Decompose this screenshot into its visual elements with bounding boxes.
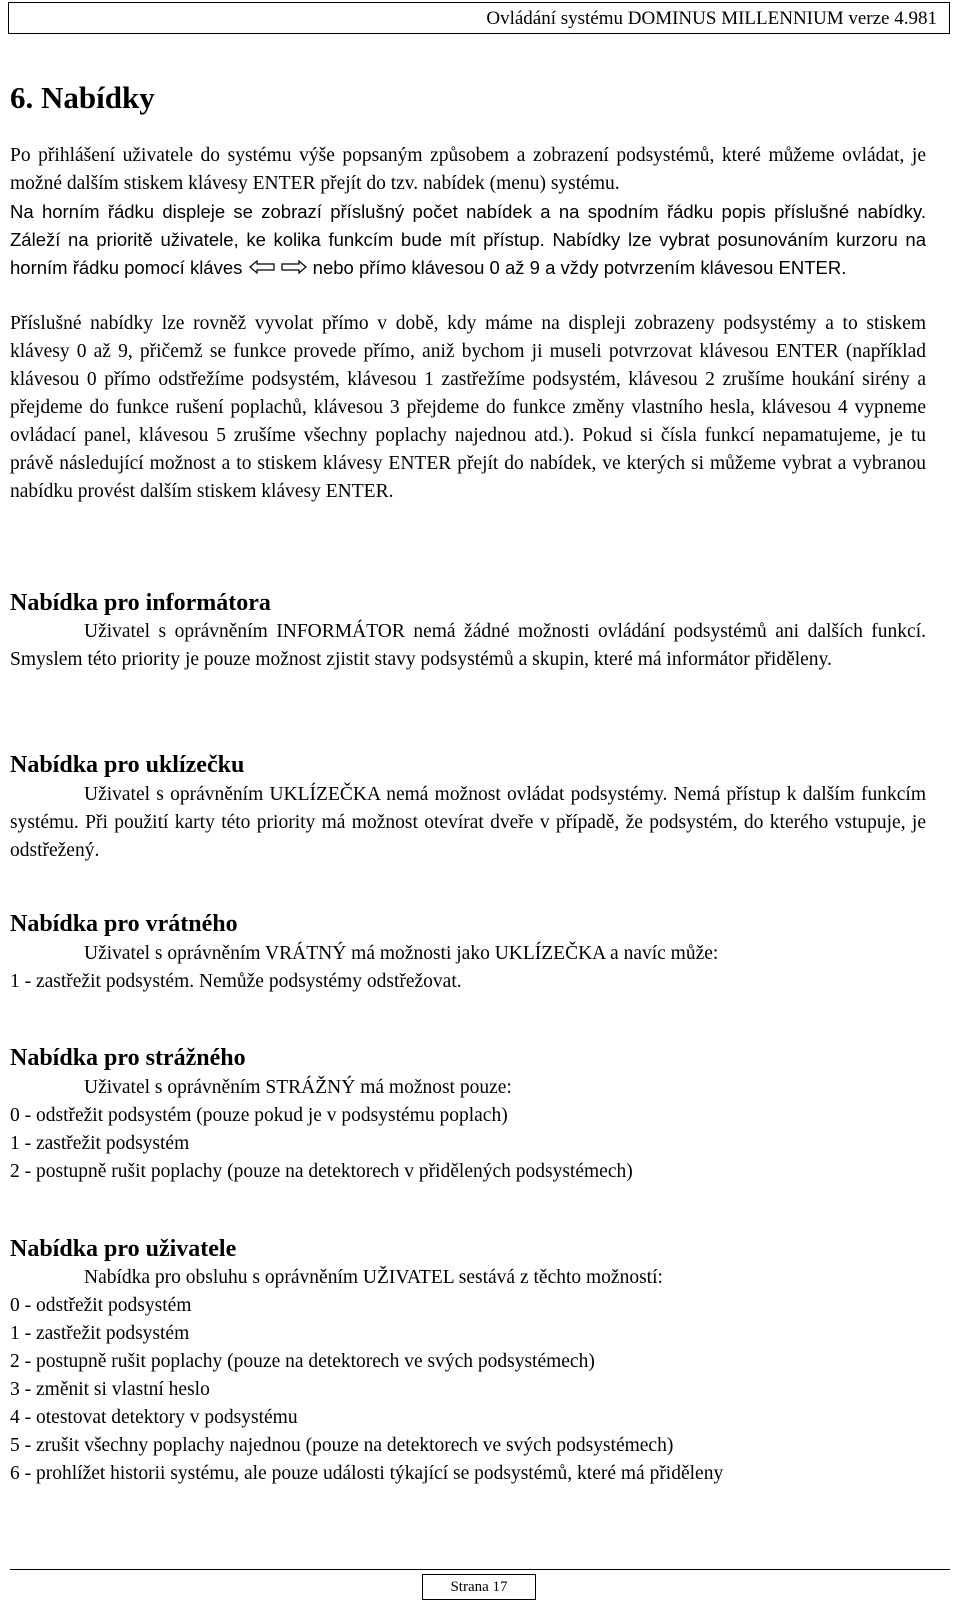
list-item: 6 - prohlížet historii systému, ale pouze události týkající se podsystémů, které má přiděleny: [10, 1463, 724, 1484]
list-item: 2 - postupně rušit poplachy (pouze na detektorech v přidělených podsystémech): [10, 1161, 633, 1182]
list-item: 1 - zastřežit podsystém: [10, 1323, 190, 1344]
page-number: Strana 17: [450, 1579, 508, 1595]
list-item: 3 - změnit si vlastní heslo: [10, 1379, 210, 1400]
intro-paragraph-2-tail: nebo přímo klávesou 0 až 9 a vždy potvrzením klávesou ENTER.: [312, 257, 847, 278]
page-header: [8, 2, 950, 34]
list-item: 1 - zastřežit podsystém: [10, 1133, 190, 1154]
intro-paragraph-1: Po přihlášení uživatele do systému výše popsaným způsobem a zobrazení podsystémů, které můžeme ovládat, je možné dalším stiskem klávesy ENTER přejít do tzv. nabídek (menu) systému.: [10, 145, 926, 194]
list-item: 0 - odstřežit podsystém (pouze pokud je v podsystému poplach): [10, 1105, 508, 1126]
chapter-heading: 6. Nabídky: [10, 80, 155, 115]
list-item: 4 - otestovat detektory v podsystému: [10, 1407, 298, 1428]
intro-paragraph-2-text: Na horním řádku displeje se zobrazí příslušný počet nabídek a na spodním řádku popis příslušné nabídky. Záleží na prioritě uživatele, ke kolika funkcím bude mít přístup. Nabídky lze vybrat posunováním kurzoru na horním řádku pomocí kláves: [10, 201, 926, 278]
left-right-arrow-keys-icon: [248, 259, 308, 275]
list-item: 2 - postupně rušit poplachy (pouze na detektorech ve svých podsystémech): [10, 1351, 595, 1372]
intro-paragraph-2: [10, 198, 926, 282]
document-title: Ovládání systému DOMINUS MILLENNIUM verze 4.981: [486, 8, 937, 29]
list-item: 1 - zastřežit podsystém. Nemůže podsystémy odstřežovat.: [10, 971, 462, 992]
section-uklizecka-title: Nabídka pro uklízečku: [10, 752, 245, 778]
section-uzivatel-title: Nabídka pro uživatele: [10, 1236, 237, 1262]
page-number-box: [422, 1574, 536, 1600]
section-strazny-body: [10, 1074, 926, 1186]
section-strazny-intro: Uživatel s oprávněním STRÁŽNÝ má možnost pouze:: [84, 1077, 512, 1098]
list-item: 5 - zrušit všechny poplachy najednou (pouze na detektorech ve svých podsystémech): [10, 1435, 674, 1456]
section-uzivatel-body: [10, 1264, 926, 1488]
section-strazny-title: Nabídka pro strážného: [10, 1045, 246, 1071]
section-vratny-title: Nabídka pro vrátného: [10, 911, 238, 937]
section-informator-text: Uživatel s oprávněním INFORMÁTOR nemá žádné možnosti ovládání podsystémů ani dalších funkcí. Smyslem této priority je pouze možnost zjistit stavy podsystémů a skupin, které má informátor přiděleny.: [10, 621, 926, 670]
footer-divider: [10, 1569, 950, 1570]
section-vratny-intro: Uživatel s oprávněním VRÁTNÝ má možnosti jako UKLÍZEČKA a navíc může:: [84, 943, 719, 964]
list-item: 0 - odstřežit podsystém: [10, 1295, 192, 1316]
section-uklizecka-text: Uživatel s oprávněním UKLÍZEČKA nemá možnost ovládat podsystémy. Nemá přístup k dalším funkcím systému. Při použití karty této priority má možnost otevírat dveře v případě, že podsystém, do kterého vstupuje, je odstřežený.: [10, 784, 926, 861]
intro-paragraph-3: Příslušné nabídky lze rovněž vyvolat přímo v době, kdy máme na displeji zobrazeny podsystémy a to stiskem klávesy 0 až 9, přičemž se funkce provede přímo, aniž bychom ji museli potvrzovat klávesou ENTER (například klávesou 0 přímo odstřežíme podsystém, klávesou 1 zastřežíme podsystém, klávesou 2 zrušíme houkání sirény a přejdeme do funkce rušení poplachů, klávesou 3 přejdeme do funkce změny vlastního hesla, klávesou 4 vypneme ovládací panel, klávesou 5 zrušíme všechny poplachy najednou atd.). Pokud si čísla funkcí nepamatujeme, je tu právě následující možnost a to stiskem klávesy ENTER přejít do nabídek, ve kterých si můžeme vybrat a vybranou nabídku provést dalším stiskem klávesy ENTER.: [10, 313, 926, 502]
section-vratny-body: [10, 940, 926, 996]
section-informator-title: Nabídka pro informátora: [10, 590, 271, 616]
section-uzivatel-intro: Nabídka pro obsluhu s oprávněním UŽIVATEL sestává z těchto možností:: [84, 1267, 663, 1288]
